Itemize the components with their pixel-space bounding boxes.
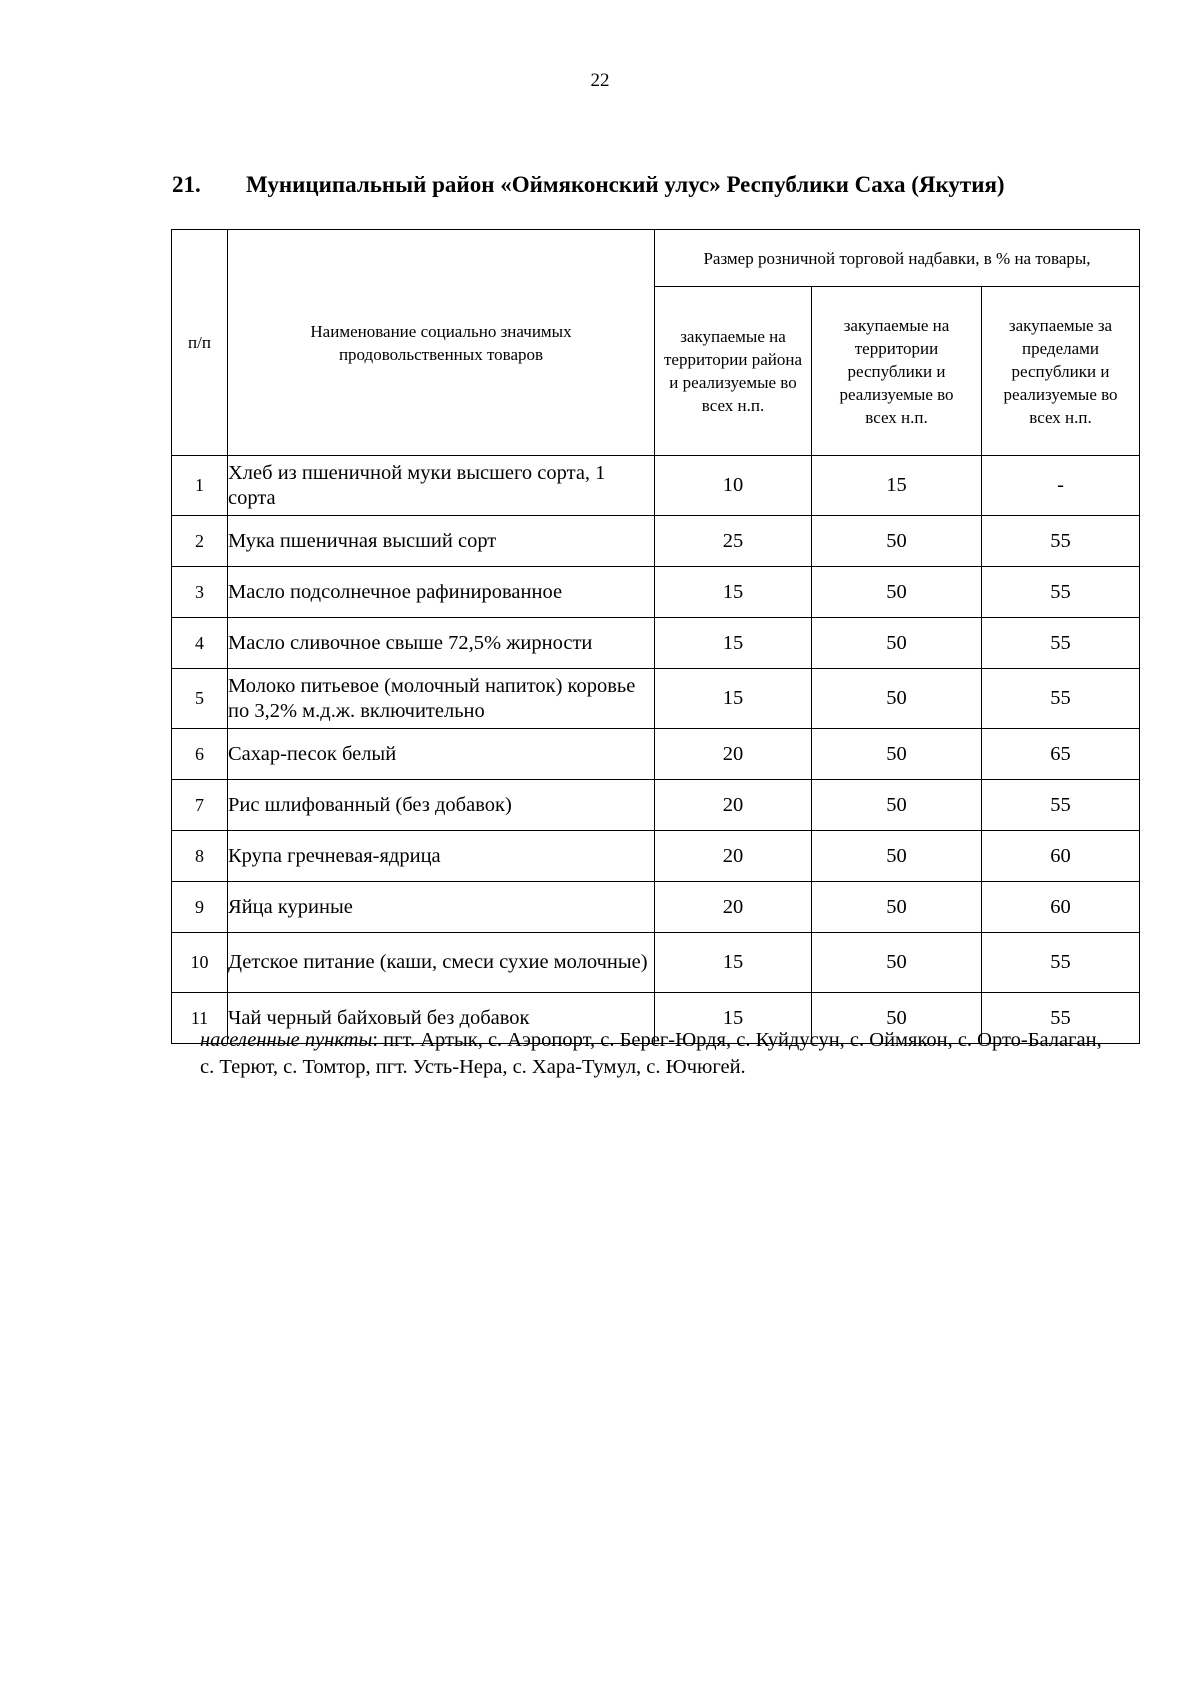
row-number: 3	[172, 567, 228, 618]
markup-republic: 50	[812, 729, 982, 780]
markup-region: 20	[655, 780, 812, 831]
markup-region: 15	[655, 618, 812, 669]
header-col-b	[812, 287, 982, 456]
markup-table	[171, 229, 1140, 1044]
page-number: 22	[590, 70, 610, 91]
footnote-text: : пгт. Артык, с. Аэропорт, с. Берег-Юрдя, с. Куйдусун, с. Оймякон, с. Орто-Балаган, с. Терют, с. Томтор, пгт. Усть-Нера, с. Хара-Тумул, с. Ючюгей.	[200, 1029, 1102, 1078]
product-name: Молоко питьевое (молочный напиток) коровье по 3,2% м.д.ж. включительно	[228, 669, 655, 729]
markup-outside: 60	[982, 831, 1140, 882]
markup-region: 15	[655, 993, 812, 1044]
markup-outside: 55	[982, 516, 1140, 567]
table-row	[172, 516, 1140, 567]
markup-region: 15	[655, 669, 812, 729]
footnote	[200, 1027, 1120, 1081]
markup-outside: 55	[982, 933, 1140, 993]
markup-republic: 50	[812, 618, 982, 669]
table-row	[172, 456, 1140, 516]
markup-republic: 50	[812, 882, 982, 933]
row-number: 1	[172, 456, 228, 516]
table-row	[172, 831, 1140, 882]
footnote-label: населенные пункты	[200, 1029, 373, 1051]
table-row	[172, 933, 1140, 993]
row-number: 10	[172, 933, 228, 993]
table-row	[172, 567, 1140, 618]
product-name: Детское питание (каши, смеси сухие молочные)	[228, 933, 655, 993]
product-name: Крупа гречневая-ядрица	[228, 831, 655, 882]
markup-outside: 55	[982, 780, 1140, 831]
table-body	[172, 456, 1140, 1044]
row-number: 7	[172, 780, 228, 831]
markup-outside: 65	[982, 729, 1140, 780]
markup-republic: 50	[812, 567, 982, 618]
markup-region: 15	[655, 933, 812, 993]
row-number: 8	[172, 831, 228, 882]
markup-republic: 50	[812, 516, 982, 567]
product-name: Масло подсолнечное рафинированное	[228, 567, 655, 618]
markup-outside: 55	[982, 669, 1140, 729]
product-name: Рис шлифованный (без добавок)	[228, 780, 655, 831]
table-row	[172, 882, 1140, 933]
header-col-c-text: закупаемые за пределами республики и реализуемые во всех н.п.	[1003, 315, 1118, 427]
row-number: 4	[172, 618, 228, 669]
header-group: Размер розничной торговой надбавки, в % на товары,	[655, 230, 1140, 287]
markup-republic: 15	[812, 456, 982, 516]
row-number: 5	[172, 669, 228, 729]
row-number: 9	[172, 882, 228, 933]
row-number: 2	[172, 516, 228, 567]
markup-region: 20	[655, 729, 812, 780]
markup-outside: 55	[982, 618, 1140, 669]
markup-region: 15	[655, 567, 812, 618]
markup-outside: 60	[982, 882, 1140, 933]
header-name-text: Наименование социально значимых продовольственных товаров	[310, 321, 572, 364]
product-name: Масло сливочное свыше 72,5% жирности	[228, 618, 655, 669]
product-name: Чай черный байховый без добавок	[228, 993, 655, 1044]
markup-republic: 50	[812, 933, 982, 993]
section-number: 21.	[172, 172, 201, 197]
markup-region: 25	[655, 516, 812, 567]
row-number: 11	[172, 993, 228, 1044]
markup-region: 20	[655, 831, 812, 882]
markup-republic: 50	[812, 993, 982, 1044]
markup-outside: 55	[982, 993, 1140, 1044]
markup-republic: 50	[812, 669, 982, 729]
section-title: Муниципальный район «Оймяконский улус» Республики Саха (Якутия)	[246, 172, 1005, 197]
header-num: п/п	[172, 230, 228, 456]
markup-outside: 55	[982, 567, 1140, 618]
table-row	[172, 729, 1140, 780]
row-number: 6	[172, 729, 228, 780]
header-col-c	[982, 287, 1140, 456]
markup-republic: 50	[812, 780, 982, 831]
header-name	[228, 230, 655, 456]
header-col-a-text: закупаемые на территории района и реализуемые во всех н.п.	[663, 327, 802, 415]
table-row	[172, 618, 1140, 669]
table-row	[172, 669, 1140, 729]
markup-outside: -	[982, 456, 1140, 516]
markup-region: 10	[655, 456, 812, 516]
table-row	[172, 780, 1140, 831]
product-name: Мука пшеничная высший сорт	[228, 516, 655, 567]
section-heading	[172, 172, 1005, 198]
product-name: Хлеб из пшеничной муки высшего сорта, 1 сорта	[228, 456, 655, 516]
header-col-b-text: закупаемые на территории республики и реализуемые во всех н.п.	[839, 315, 954, 427]
product-name: Сахар-песок белый	[228, 729, 655, 780]
markup-republic: 50	[812, 831, 982, 882]
markup-region: 20	[655, 882, 812, 933]
header-col-a	[655, 287, 812, 456]
product-name: Яйца куриные	[228, 882, 655, 933]
